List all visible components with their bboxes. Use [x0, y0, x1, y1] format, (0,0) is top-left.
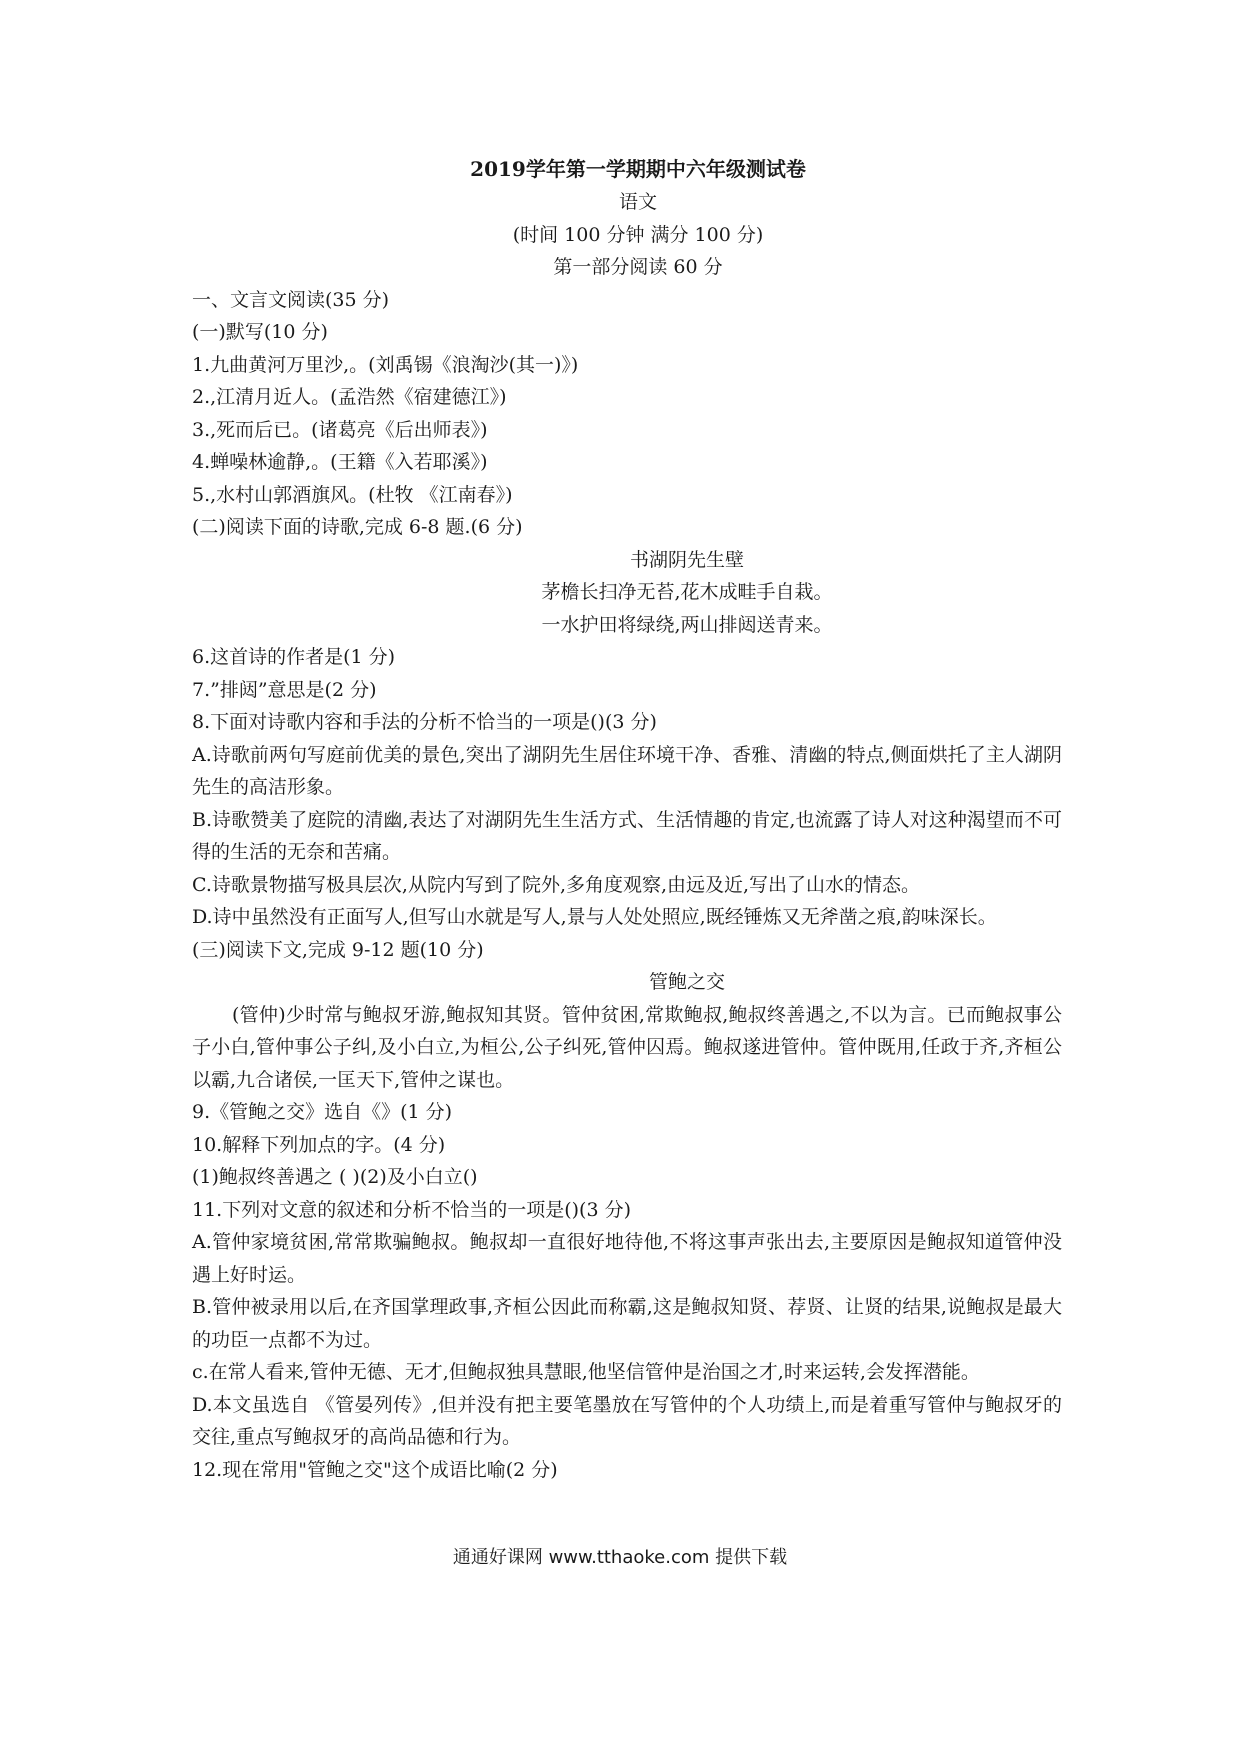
dictation-item: 5.,水村山郭酒旗风。(杜牧 《江南春》) — [192, 483, 513, 506]
page-content — [192, 152, 1062, 1486]
question-11-option: D.本文虽选自 《管晏列传》,但并没有把主要笔墨放在写管仲的个人功绩上,而是着重写管仲与鲍叔牙的交往,重点写鲍叔牙的高尚品德和行为。 — [192, 1393, 1062, 1448]
poem-title: 书湖阴先生壁 — [629, 548, 744, 571]
question-11-option: B.管仲被录用以后,在齐国掌理政事,齐桓公因此而称霸,这是鲍叔知贤、荐贤、让贤的结果,说鲍叔是最大的功臣一点都不为过。 — [192, 1296, 1062, 1351]
question-11-option: A.管仲家境贫困,常常欺骗鲍叔。鲍叔却一直很好地待他,不将这事声张出去,主要原因是鲍叔知道管仲没遇上好时运。 — [192, 1231, 1062, 1286]
question-8: 8.下面对诗歌内容和手法的分析不恰当的一项是()(3 分) — [192, 711, 657, 733]
dictation-item: 3.,死而后已。(诸葛亮《后出师表》) — [192, 418, 488, 441]
question-10: 10.解释下列加点的字。(4 分) — [192, 1133, 446, 1156]
time-info: (时间 100 分钟 满分 100 分) — [512, 223, 764, 246]
question-8-option: D.诗中虽然没有正面写人,但写山水就是写人,景与人处处照应,既经锤炼又无斧凿之痕,韵味深长。 — [192, 906, 997, 928]
question-8-option: B.诗歌赞美了庭院的清幽,表达了对湖阴先生生活方式、生活情趣的肯定,也流露了诗人对这种渴望而不可得的生活的无奈和苦痛。 — [192, 808, 1062, 863]
dictation-item: 2.,江清月近人。(孟浩然《宿建德江》) — [192, 386, 507, 408]
poem-line: 一水护田将绿绕,两山排闼送青来。 — [541, 613, 833, 636]
page-footer: 通通好课网 www.tthaoke.com 提供下载 — [452, 1547, 788, 1568]
question-7: 7.”排闼”意思是(2 分) — [192, 678, 377, 701]
passage-title: 管鲍之交 — [648, 971, 725, 993]
question-10-items: (1)鲍叔终善遇之 ( )(2)及小白立() — [192, 1166, 478, 1188]
question-9: 9.《管鲍之交》选自《》(1 分) — [192, 1101, 453, 1123]
dictation-item: 1.九曲黄河万里沙,。(刘禹锡《浪淘沙(其一)》) — [192, 353, 579, 376]
question-12: 12.现在常用"管鲍之交"这个成语比喻(2 分) — [192, 1458, 558, 1481]
dictation-item: 4.蝉噪林逾静,。(王籍《入若耶溪》) — [192, 451, 488, 473]
poem-line: 茅檐长扫净无苔,花木成畦手自栽。 — [541, 581, 833, 603]
question-11-option: c.在常人看来,管仲无德、无才,但鲍叔独具慧眼,他坚信管仲是治国之才,时来运转,会发挥潜能。 — [192, 1361, 980, 1383]
dictation-heading: (一)默写(10 分) — [192, 321, 328, 343]
question-8-option: A.诗歌前两句写庭前优美的景色,突出了湖阴先生居住环境干净、香雅、清幽的特点,侧面烘托了主人湖阴先生的高洁形象。 — [192, 743, 1062, 798]
poem-section-heading: (二)阅读下面的诗歌,完成 6-8 题.(6 分) — [192, 516, 523, 538]
subject-label: 语文 — [618, 191, 657, 213]
passage-text: (管仲)少时常与鲍叔牙游,鲍叔知其贤。管仲贫困,常欺鲍叔,鲍叔终善遇之,不以为言。已而鲍叔事公子小白,管仲事公子纠,及小白立,为桓公,公子纠死,管仲囚焉。鲍叔遂进管仲。管仲既用,任政于齐,齐桓公以霸,九合诸侯,一匡天下,管仲之谋也。 — [192, 1003, 1062, 1091]
section-heading: 一、文言文阅读(35 分) — [192, 288, 390, 311]
part-one-heading: 第一部分阅读 60 分 — [553, 256, 723, 278]
question-11: 11.下列对文意的叙述和分析不恰当的一项是()(3 分) — [192, 1198, 631, 1221]
question-8-option: C.诗歌景物描写极具层次,从院内写到了院外,多角度观察,由远及近,写出了山水的情态。 — [192, 873, 921, 896]
passage-section-heading: (三)阅读下文,完成 9-12 题(10 分) — [192, 938, 484, 961]
question-6: 6.这首诗的作者是(1 分) — [192, 646, 396, 668]
exam-title: 2019学年第一学期期中六年级测试卷 — [470, 157, 806, 181]
